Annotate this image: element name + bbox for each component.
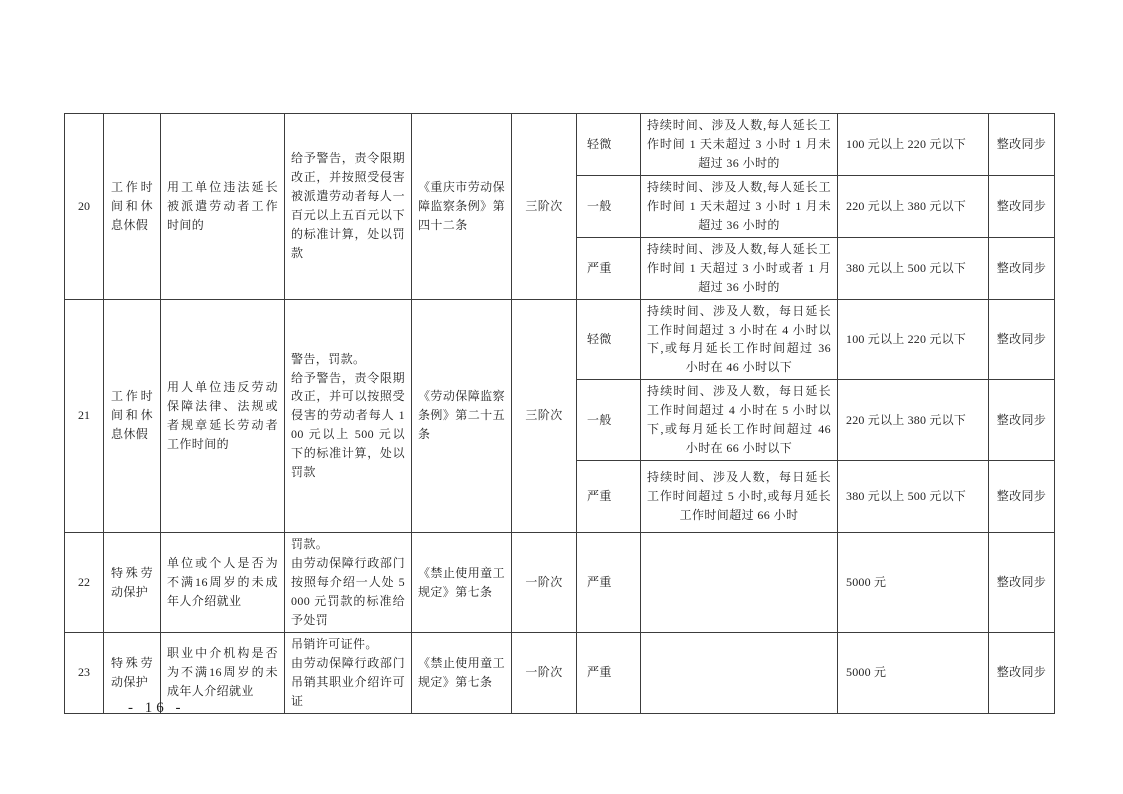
rectify-cell: 整改同步 [989,114,1055,176]
category-cell: 工作时间和休息休假 [104,114,161,300]
table-row [65,533,1055,633]
condition-cell: 持续时间、涉及人数,每人延长工作时间 1 天未超过 3 小时 1 月未超过 36 小时的 [641,114,838,176]
rectify-cell: 整改同步 [989,380,1055,461]
rectify-cell: 整改同步 [989,299,1055,380]
fine-cell: 5000 元 [838,533,989,633]
penalty-cell [285,114,412,300]
fine-cell: 5000 元 [838,632,989,713]
legal-basis-cell: 《禁止使用童工规定》第七条 [412,533,512,633]
severity-cell: 轻微 [577,299,641,380]
tier-cell: 一阶次 [512,533,577,633]
severity-cell: 严重 [577,632,641,713]
severity-cell: 轻微 [577,114,641,176]
fine-cell: 220 元以上 380 元以下 [838,175,989,237]
condition-cell: 持续时间、涉及人数，每日延长工作时间超过 3 小时在 4 小时以下,或每月延长工作时间超过 36 小时在 46 小时以下 [641,299,838,380]
penalty-cell [285,632,412,713]
legal-basis-cell: 《重庆市劳动保障监察条例》第四十二条 [412,114,512,300]
fine-cell: 380 元以上 500 元以下 [838,461,989,533]
rectify-cell: 整改同步 [989,533,1055,633]
penalty-cell [285,533,412,633]
rectify-cell: 整改同步 [989,632,1055,713]
violation-cell: 用人单位违反劳动保障法律、法规或者规章延长劳动者工作时间的 [161,299,285,533]
penalty-text: 给予警告，责令限期改正，并可以按照受侵害的劳动者每人 100 元以上 500 元以下的标准计算，处以罚款 [291,370,405,480]
penalty-text: 给予警告，责令限期改正，并按照受侵害被派遣劳动者每人一百元以上五百元以下的标准计算，处以罚款 [291,151,405,261]
violation-cell: 单位或个人是否为不满16周岁的未成年人介绍就业 [161,533,285,633]
condition-cell: 持续时间、涉及人数,每人延长工作时间 1 天未超过 3 小时 1 月未超过 36 小时的 [641,175,838,237]
penalty-text: 吊销许可证件。 [291,636,378,651]
severity-cell: 严重 [577,237,641,299]
tier-cell: 一阶次 [512,632,577,713]
condition-cell: 持续时间、涉及人数，每日延长工作时间超过 5 小时,或每月延长工作时间超过 66 小时 [641,461,838,533]
violation-cell: 用工单位违法延长被派遣劳动者工作时间的 [161,114,285,300]
row-number-cell: 20 [65,114,104,300]
fine-cell: 220 元以上 380 元以下 [838,380,989,461]
page-number: - 16 - [128,700,185,716]
table-row [65,632,1055,713]
category-cell: 特殊劳动保护 [104,632,161,713]
penalty-text: 由劳动保障行政部门按照每介绍一人处 5000 元罚款的标准给予处罚 [291,556,405,628]
category-cell: 特殊劳动保护 [104,533,161,633]
row-number-cell: 21 [65,299,104,533]
legal-basis-cell: 《劳动保障监察条例》第二十五条 [412,299,512,533]
penalty-text: 由劳动保障行政部门吊销其职业介绍许可证 [291,655,405,708]
penalty-cell [285,299,412,533]
severity-cell: 一般 [577,380,641,461]
condition-cell [641,533,838,633]
penalty-text: 罚款。 [291,537,329,552]
rectify-cell: 整改同步 [989,237,1055,299]
severity-cell: 严重 [577,533,641,633]
category-cell: 工作时间和休息休假 [104,299,161,533]
row-number-cell: 22 [65,533,104,633]
tier-cell: 三阶次 [512,114,577,300]
fine-cell: 100 元以上 220 元以下 [838,299,989,380]
tier-cell: 三阶次 [512,299,577,533]
legal-basis-cell: 《禁止使用童工规定》第七条 [412,632,512,713]
condition-cell: 持续时间、涉及人数,每人延长工作时间 1 天超过 3 小时或者 1 月超过 36 小时的 [641,237,838,299]
rectify-cell: 整改同步 [989,461,1055,533]
severity-cell: 严重 [577,461,641,533]
condition-cell: 持续时间、涉及人数，每日延长工作时间超过 4 小时在 5 小时以下,或每月延长工作时间超过 46 小时在 66 小时以下 [641,380,838,461]
fine-cell: 380 元以上 500 元以下 [838,237,989,299]
table-row [65,114,1055,176]
rectify-cell: 整改同步 [989,175,1055,237]
penalty-text: 警告，罚款。 [291,351,366,366]
violation-cell: 职业中介机构是否为不满16周岁的未成年人介绍就业 [161,632,285,713]
severity-cell: 一般 [577,175,641,237]
penalty-table [64,113,1055,714]
fine-cell: 100 元以上 220 元以下 [838,114,989,176]
table-row [65,299,1055,380]
condition-cell [641,632,838,713]
row-number-cell: 23 [65,632,104,713]
